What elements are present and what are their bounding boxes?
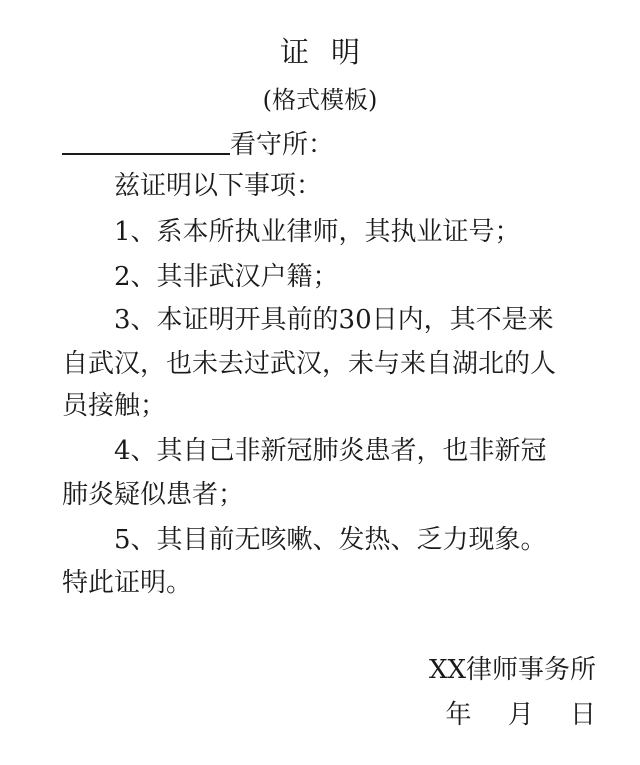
addressee-blank-field xyxy=(62,123,230,155)
list-item-3-line-3: 员接触； xyxy=(62,391,167,421)
list-item-2: 2、其非武汉户籍； xyxy=(114,262,339,292)
list-item-5: 5、其目前无咳嗽、发热、乏力现象。 xyxy=(114,525,547,555)
issue-date-text: 年 月 日 xyxy=(445,700,610,730)
intro-paragraph: 兹证明以下事项： xyxy=(114,171,323,201)
list-item-3-line-1: 3、本证明开具前的30日内，其不是来 xyxy=(114,305,554,335)
issuer-signature: XX律师事务所 xyxy=(428,655,596,685)
list-item-4-line-2: 肺炎疑似患者； xyxy=(62,480,245,510)
document-title: 证明 xyxy=(279,35,382,69)
addressee-suffix: 看守所： xyxy=(230,130,335,160)
issue-date xyxy=(0,695,610,735)
list-item-3-line-2: 自武汉，也未去过武汉，未与来自湖北的人 xyxy=(62,349,557,379)
list-item-1: 1、系本所执业律师，其执业证号； xyxy=(114,217,521,247)
list-item-4-line-1: 4、其自己非新冠肺炎患者，也非新冠 xyxy=(114,436,547,466)
closing-statement: 特此证明。 xyxy=(62,568,193,598)
document-subtitle: (格式模板) xyxy=(262,86,378,114)
addressee-line xyxy=(62,123,602,163)
